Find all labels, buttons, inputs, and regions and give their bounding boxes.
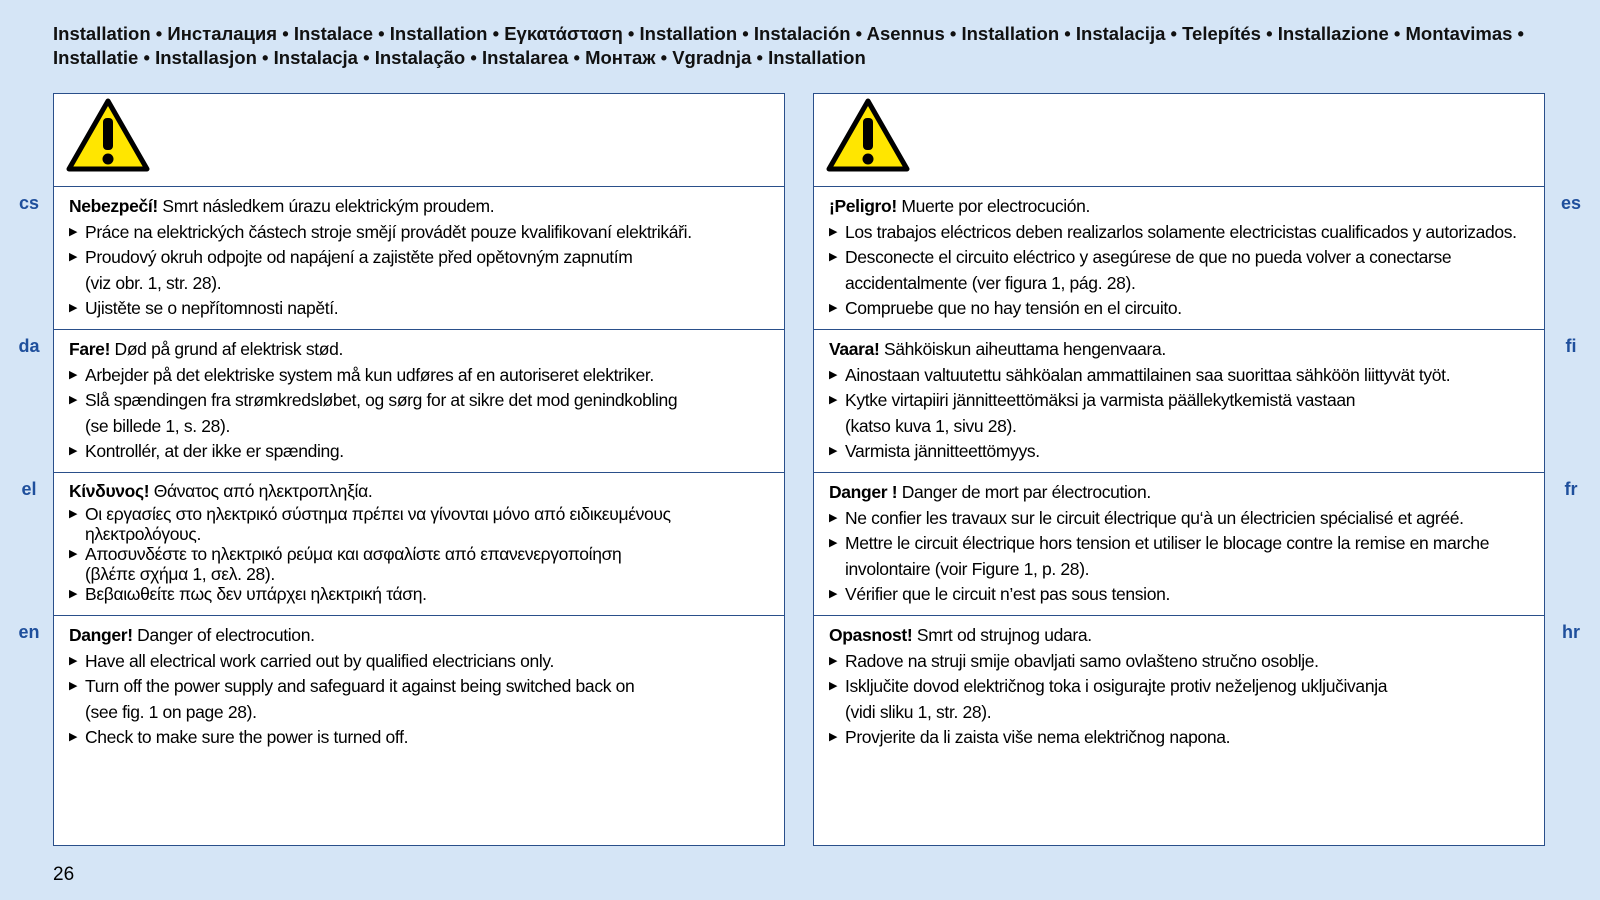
bullet-arrow-icon: ▶ bbox=[69, 680, 78, 692]
bullet-item: ▶ Ujistěte se o nepřítomnosti napětí. bbox=[69, 296, 784, 322]
page-number: 26 bbox=[53, 864, 75, 885]
bullet-arrow-icon: ▶ bbox=[69, 588, 78, 600]
section-title: Nebezpečí! Smrt následkem úrazu elektrickým proudem. bbox=[69, 196, 495, 216]
lang-code-da: da bbox=[18, 336, 40, 356]
bullet-arrow-icon: ▶ bbox=[829, 511, 838, 524]
bullet-item: ▶ Check to make sure the power is turned off. bbox=[69, 725, 784, 751]
bullet-arrow-icon: ▶ bbox=[69, 394, 78, 406]
bullet-item: ▶ Οι εργασίες στο ηλεκτρικό σύστημα πρέπει να γίνονται μόνο από ειδικευμένους ηλεκτρολόγους. bbox=[69, 504, 671, 544]
bullet-arrow-icon: ▶ bbox=[69, 251, 78, 263]
bullet-item: ▶ Provjerite da li zaista više nema električnog napona. bbox=[829, 725, 1544, 751]
lang-code-en: en bbox=[18, 622, 40, 642]
bullet-item: ▶ Have all electrical work carried out by qualified electricians only. bbox=[69, 649, 784, 675]
bullet-arrow-icon: ▶ bbox=[829, 251, 838, 263]
bullet-arrow-icon: ▶ bbox=[69, 368, 78, 381]
bullet-arrow-icon: ▶ bbox=[69, 731, 78, 743]
bullet-item: ▶ Ainostaan valtuutettu sähköalan ammattilainen saa suorittaa sähköön liittyvät työt. bbox=[829, 363, 1544, 389]
section-fi bbox=[814, 330, 1544, 473]
bullet-arrow-icon: ▶ bbox=[69, 225, 78, 238]
bullet-item: ▶ Práce na elektrických částech stroje smějí provádět pouze kvalifikovaní elektrikáři. bbox=[69, 220, 784, 246]
bullet-item: ▶ Slå spændingen fra strømkredsløbet, og sørg for at sikre det mod genindkobling (se billede 1, s. 28). bbox=[69, 388, 784, 439]
bullet-item: ▶ Αποσυνδέστε το ηλεκτρικό ρεύμα και ασφαλίστε από επανενεργοποίηση (βλέπε σχήμα 1, σελ. 28). bbox=[69, 544, 622, 584]
section-el bbox=[54, 473, 784, 616]
bullet-arrow-icon: ▶ bbox=[829, 588, 838, 600]
bullet-item: ▶ Vérifier que le circuit n’est pas sous tension. bbox=[829, 582, 1544, 608]
section-title: Vaara! Sähköiskun aiheuttama hengenvaara. bbox=[829, 339, 1166, 359]
bullet-arrow-icon: ▶ bbox=[69, 302, 78, 314]
section-cs bbox=[54, 187, 784, 330]
bullet-arrow-icon: ▶ bbox=[69, 654, 78, 667]
section-title: Κίνδυνος! Θάνατος από ηλεκτροπληξία. bbox=[69, 481, 373, 501]
bullet-item: ▶ Los trabajos eléctricos deben realizarlos solamente electricistas cualificados y autorizados. bbox=[829, 220, 1544, 246]
bullet-item: ▶ Mettre le circuit électrique hors tension et utiliser le blocage contre la remise en marche involontaire (voir Figure 1, p. 28). bbox=[829, 531, 1544, 582]
bullet-arrow-icon: ▶ bbox=[69, 445, 78, 457]
section-title: ¡Peligro! Muerte por electrocución. bbox=[829, 196, 1091, 216]
bullet-arrow-icon: ▶ bbox=[829, 368, 838, 381]
bullet-arrow-icon: ▶ bbox=[829, 654, 838, 667]
section-title: Danger ! Danger de mort par électrocution. bbox=[829, 482, 1151, 502]
lang-code-es: es bbox=[1560, 193, 1582, 213]
warning-triangle-icon bbox=[826, 98, 910, 172]
warning-triangle-icon bbox=[66, 98, 150, 172]
bullet-item: ▶ Compruebe que no hay tensión en el circuito. bbox=[829, 296, 1544, 322]
lang-code-hr: hr bbox=[1562, 622, 1580, 642]
section-fr bbox=[814, 473, 1544, 616]
bullet-arrow-icon: ▶ bbox=[829, 302, 838, 314]
bullet-arrow-icon: ▶ bbox=[829, 680, 838, 692]
page-header: Installation • Инсталация • Instalace • Installation • Εγκατάσταση • Installation • Instalación • Asennus • Installation • Instalacija • Telepítés • Installazione • Montavimas • Installatie • Installasjon • Instalacja • Instalação • Instalarea • Монтаж • Vgradnja • Installation bbox=[53, 23, 1525, 68]
bullet-arrow-icon: ▶ bbox=[829, 731, 838, 743]
bullet-item: ▶ Turn off the power supply and safeguard it against being switched back on (see fig. 1 on page 28). bbox=[69, 674, 784, 725]
warning-area bbox=[54, 94, 784, 187]
bullet-item: ▶ Kytke virtapiiri jännitteettömäksi ja varmista päällekytkemistä vastaan (katso kuva 1, sivu 28). bbox=[829, 388, 1544, 439]
lang-code-fr: fr bbox=[1564, 479, 1578, 499]
left-panel bbox=[53, 93, 785, 846]
bullet-arrow-icon: ▶ bbox=[829, 225, 838, 238]
bullet-arrow-icon: ▶ bbox=[69, 508, 78, 520]
bullet-item: ▶ Ne confier les travaux sur le circuit électrique qu‘à un électricien spécialisé et agréé. bbox=[829, 506, 1544, 532]
bullet-arrow-icon: ▶ bbox=[829, 394, 838, 406]
section-title: Fare! Død på grund af elektrisk stød. bbox=[69, 339, 343, 359]
bullet-arrow-icon: ▶ bbox=[829, 445, 838, 457]
section-en bbox=[54, 616, 784, 751]
bullet-item: ▶ Proudový okruh odpojte od napájení a zajistěte před opětovným zapnutím (viz obr. 1, str. 28). bbox=[69, 245, 784, 296]
bullet-item: ▶ Isključite dovod električnog toka i osigurajte protiv neželjenog uključivanja (vidi sliku 1, str. 28). bbox=[829, 674, 1544, 725]
bullet-arrow-icon: ▶ bbox=[829, 537, 838, 549]
lang-code-el: el bbox=[21, 479, 37, 499]
bullet-item: ▶ Kontrollér, at der ikke er spænding. bbox=[69, 439, 784, 465]
section-hr bbox=[814, 616, 1544, 751]
section-title: Opasnost! Smrt od strujnog udara. bbox=[829, 625, 1092, 645]
bullet-item: ▶ Βεβαιωθείτε πως δεν υπάρχει ηλεκτρική τάση. bbox=[69, 584, 427, 604]
lang-code-cs: cs bbox=[18, 193, 40, 213]
bullet-item: ▶ Desconecte el circuito eléctrico y asegúrese de que no pueda volver a conectarse accidentalmente (ver figura 1, pág. 28). bbox=[829, 245, 1544, 296]
lang-code-fi: fi bbox=[1565, 336, 1577, 356]
bullet-arrow-icon: ▶ bbox=[69, 548, 78, 560]
bullet-item: ▶ Radove na struji smije obavljati samo ovlašteno stručno osoblje. bbox=[829, 649, 1544, 675]
bullet-item: ▶ Arbejder på det elektriske system må kun udføres af en autoriseret elektriker. bbox=[69, 363, 784, 389]
bullet-item: ▶ Varmista jännitteettömyys. bbox=[829, 439, 1544, 465]
section-es bbox=[814, 187, 1544, 330]
section-da bbox=[54, 330, 784, 473]
right-panel bbox=[813, 93, 1545, 846]
warning-area bbox=[814, 94, 1544, 187]
section-title: Danger! Danger of electrocution. bbox=[69, 625, 315, 645]
